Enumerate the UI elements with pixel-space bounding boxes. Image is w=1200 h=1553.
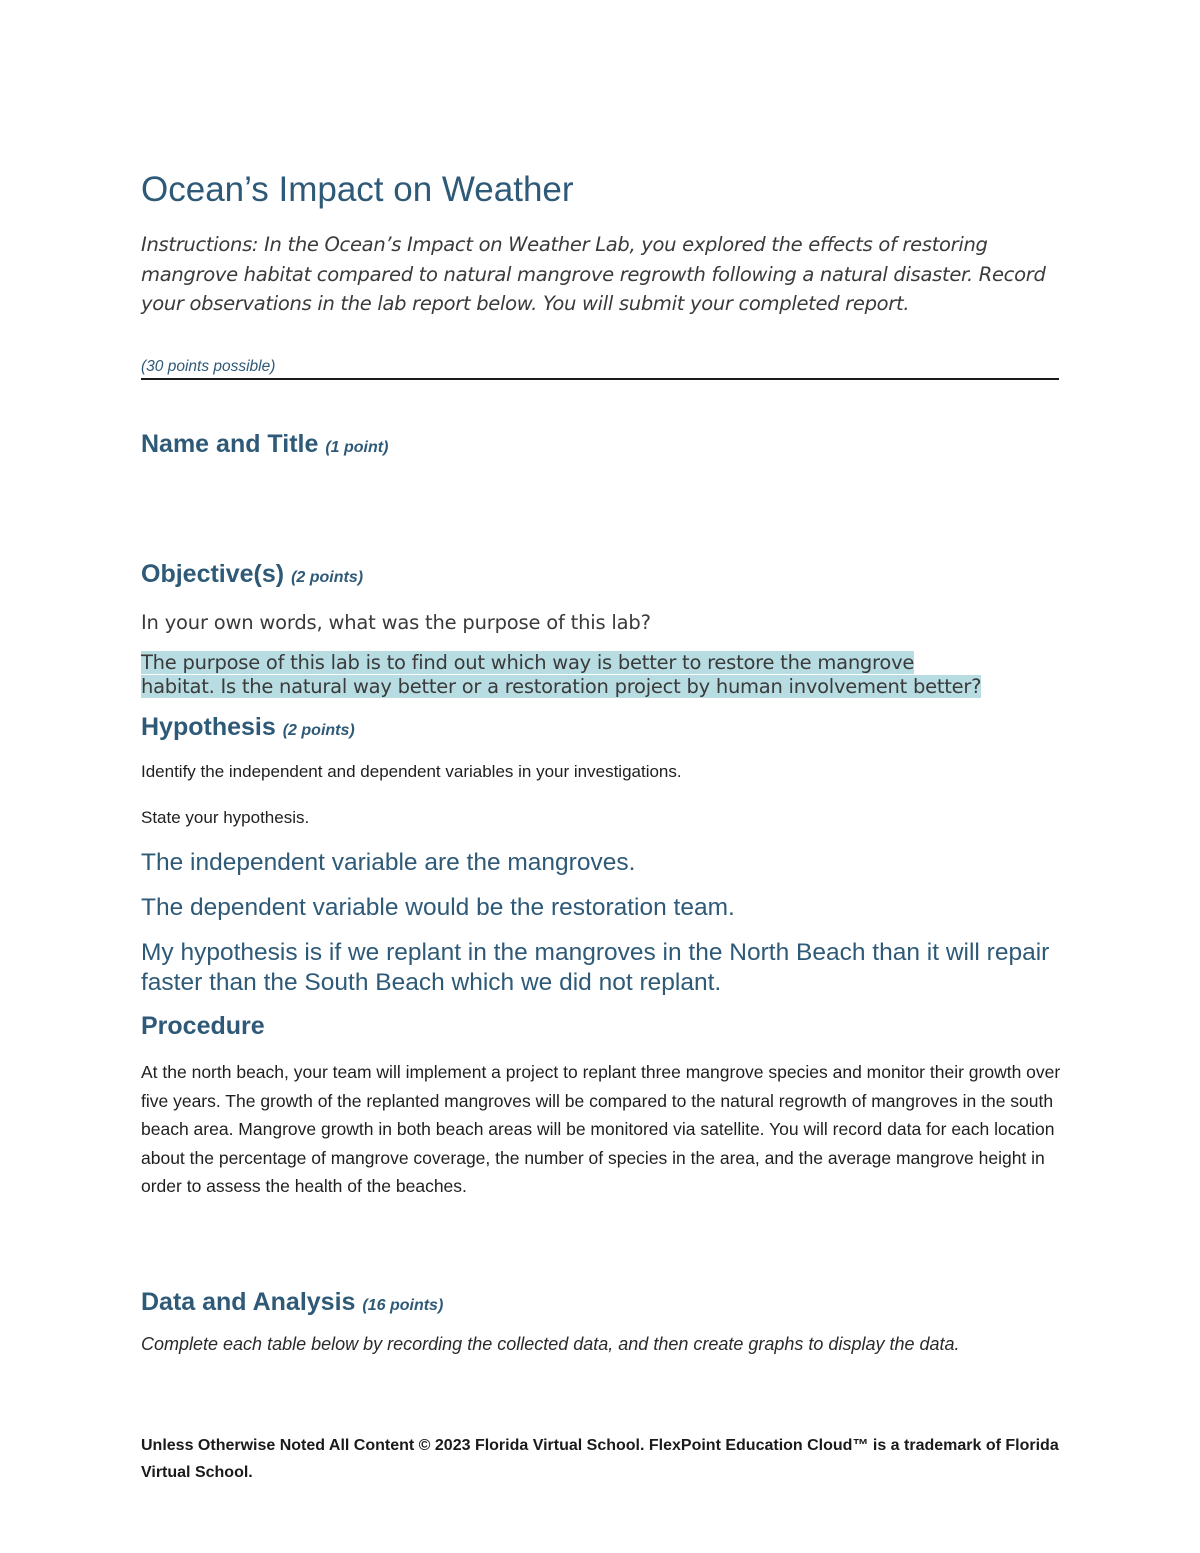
hypothesis-answer-statement: My hypothesis is if we replant in the mangroves in the North Beach than it will repair faster than the South Beach which we did not replant. xyxy=(141,939,1050,996)
hypothesis-answer-independent: The independent variable are the mangroves. xyxy=(141,849,636,876)
copyright-footer: Unless Otherwise Noted All Content © 2023 Florida Virtual School. FlexPoint Education Cloud™ is a trademark of Florida Virtual School. xyxy=(141,1437,1059,1481)
objective-answer-line-1: The purpose of this lab is to find out which way is better to restore the mangrove xyxy=(141,651,915,674)
objective-heading-text: Objective(s) xyxy=(141,560,285,588)
hypothesis-prompt-variables: Identify the independent and dependent variables in your investigations. xyxy=(141,762,682,781)
document-title: Ocean’s Impact on Weather xyxy=(141,170,574,209)
hypothesis-heading xyxy=(141,713,355,742)
procedure-heading-text: Procedure xyxy=(141,1012,265,1040)
procedure-body: At the north beach, your team will implement a project to replant three mangrove species and monitor their growth over five years. The growth of the replanted mangroves will be compared to the natural regrowth of mangroves in the south beach area. Mangrove growth in both beach areas will be monitored via satellite. You will record data for each location about the percentage of mangrove coverage, the number of species in the area, and the average mangrove height in order to assess the health of the beaches. xyxy=(141,1062,1061,1197)
procedure-heading xyxy=(141,1012,265,1041)
objective-answer xyxy=(141,651,1059,699)
hypothesis-answer-dependent: The dependent variable would be the restoration team. xyxy=(141,894,735,921)
data-analysis-heading-text: Data and Analysis xyxy=(141,1288,356,1316)
hypothesis-points: (2 points) xyxy=(282,722,355,739)
points-possible: (30 points possible) xyxy=(141,358,276,375)
objective-points: (2 points) xyxy=(291,569,364,586)
data-analysis-instructions: Complete each table below by recording the collected data, and then create graphs to display the data. xyxy=(141,1334,960,1354)
data-analysis-heading xyxy=(141,1288,443,1317)
hypothesis-heading-text: Hypothesis xyxy=(141,713,276,741)
title-divider xyxy=(141,378,1059,380)
name-title-points: (1 point) xyxy=(325,439,389,456)
hypothesis-prompt-state: State your hypothesis. xyxy=(141,808,310,827)
name-title-heading-text: Name and Title xyxy=(141,430,319,458)
objective-question: In your own words, what was the purpose of this lab? xyxy=(141,611,651,634)
objective-heading xyxy=(141,560,363,589)
data-analysis-points: (16 points) xyxy=(362,1297,444,1314)
instructions-text: Instructions: In the Ocean’s Impact on Weather Lab, you explored the effects of restoring mangrove habitat compared to natural mangrove regrowth following a natural disaster. Record your observations in the lab report below. You will submit your completed report. xyxy=(141,233,1046,315)
objective-answer-line-2: habitat. Is the natural way better or a restoration project by human involvement better? xyxy=(141,675,982,698)
name-title-heading xyxy=(141,430,388,459)
